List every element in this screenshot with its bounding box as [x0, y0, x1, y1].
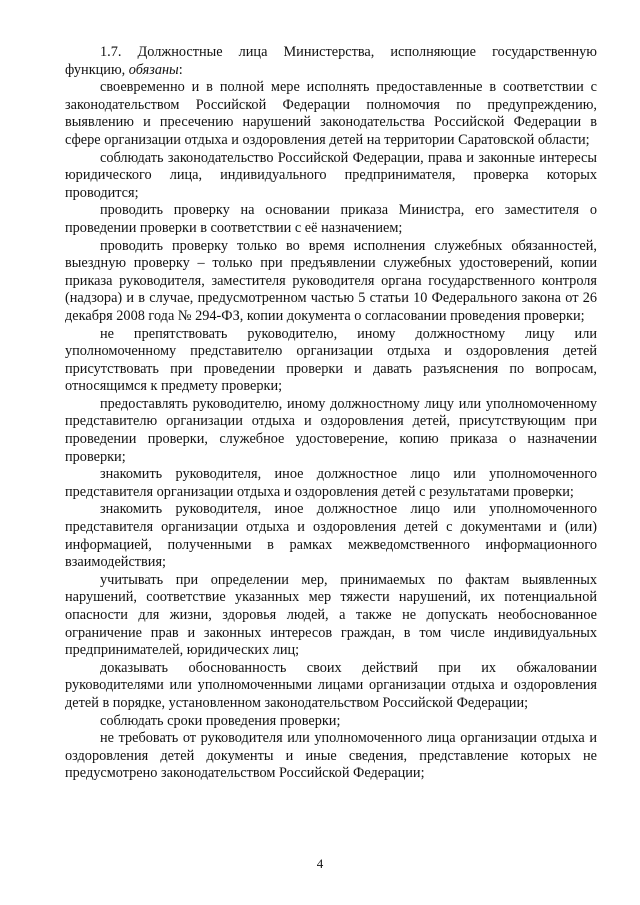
- paragraph: соблюдать сроки проведения проверки;: [100, 712, 341, 729]
- paragraph: соблюдать законодательство Российской Федерации, права и законные интересы юридического лица, индивидуального предпринимателя, проверка которых проводится;: [65, 149, 597, 201]
- page-number: 4: [316, 856, 324, 871]
- paragraph: доказывать обоснованность своих действий при их обжаловании руководителями или уполномоченными лицами организации отдыха и оздоровления детей в порядке, установленном законодательством Российской Федерации;: [65, 659, 597, 711]
- heading-emphasis: обязаны: [128, 61, 179, 78]
- paragraph: знакомить руководителя, иное должностное лицо или уполномоченного представителя организации отдыха и оздоровления детей с результатами проверки;: [65, 466, 597, 500]
- heading-text: 1.7. Должностные лица Министерства, исполняющие государственную функцию,: [65, 44, 597, 78]
- paragraph: не требовать от руководителя или уполномоченного лица организации отдыха и оздоровления детей документы и иные сведения, представление которых не предусмотрено законодательством Российской Федерации;: [65, 730, 597, 782]
- paragraph: не препятствовать руководителю, иному должностному лицу или уполномоченному представителю организации отдыха и оздоровления детей присутствовать при проведении проверки и давать разъяснения по вопросам, относящимся к предмету проверки;: [65, 325, 597, 395]
- section-heading: [65, 44, 597, 79]
- paragraph: учитывать при определении мер, принимаемых по фактам выявленных нарушений, соответствие указанных мер тяжести нарушений, их потенциальной опасности для жизни, здоровья людей, а также не допускать необоснованное ограничение прав и законных интересов граждан, в том числе индивидуальных предпринимателей, юридических лиц;: [65, 571, 597, 659]
- paragraph: своевременно и в полной мере исполнять предоставленные в соответствии с законодательством Российской Федерации полномочия по предупреждению, выявлению и пресечению нарушений законодательства Российской Федерации в сфере организации отдыха и оздоровления детей на территории Саратовской области;: [65, 79, 597, 148]
- paragraph: проводить проверку только во время исполнения служебных обязанностей, выездную проверку – только при предъявлении служебных удостоверений, копии приказа руководителя, заместителя руководителя органа государственного контроля (надзора) и в случае, предусмотренном частью 5 статьи 10 Федерального закона от 26 декабря 2008 года № 294-ФЗ, копии документа о согласовании проведения проверки;: [65, 237, 597, 324]
- heading-colon: :: [178, 61, 183, 78]
- paragraph: знакомить руководителя, иное должностное лицо или уполномоченного представителя организации отдыха и оздоровления детей с документами и (или) информацией, полученными в рамках межведомственного информационного взаимодействия;: [65, 501, 597, 571]
- document-body: [65, 44, 597, 783]
- paragraph: предоставлять руководителю, иному должностному лицу или уполномоченному представителю организации отдыха и оздоровления детей, присутствующим при проведении проверки, служебное удостоверение, копию приказа о назначении проверки;: [65, 395, 597, 465]
- paragraph: проводить проверку на основании приказа Министра, его заместителя о проведении проверки в соответствии с её назначением;: [65, 202, 597, 236]
